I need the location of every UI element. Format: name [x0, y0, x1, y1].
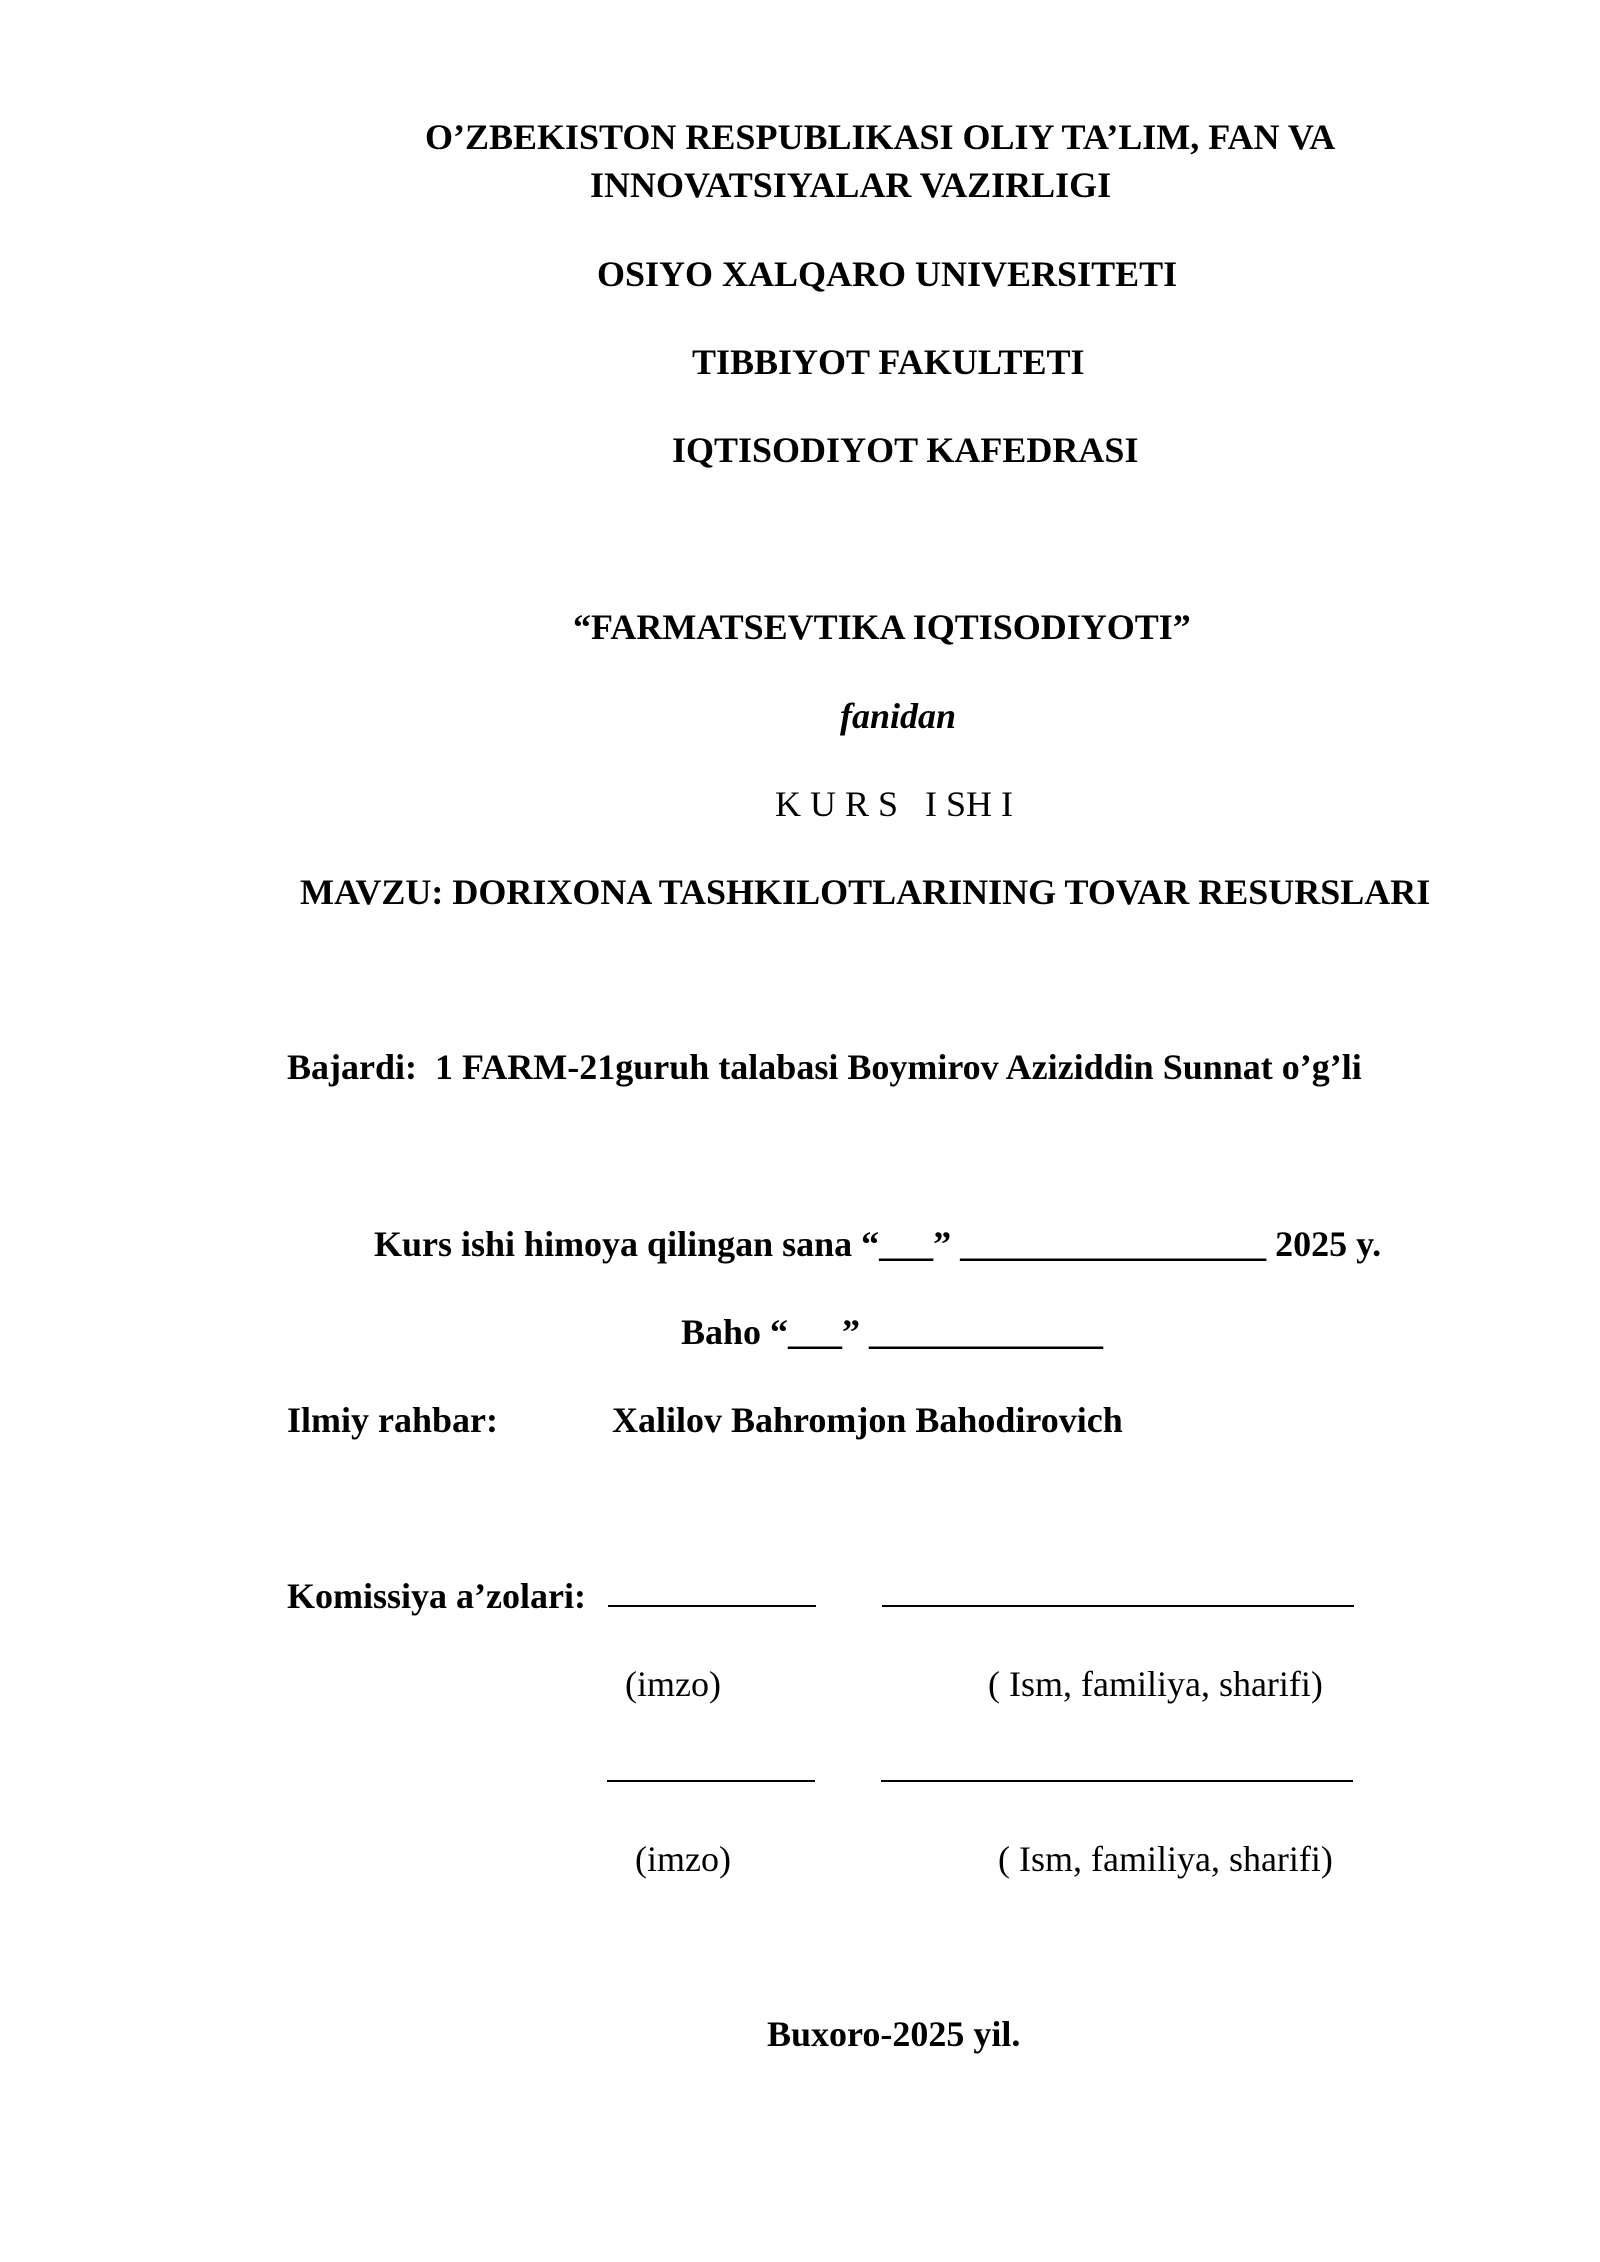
supervisor-name: Xalilov Bahromjon Bahodirovich [612, 1400, 1123, 1440]
signature-line-2 [607, 1780, 815, 1782]
topic: MAVZU: DORIXONA TASHKILOTLARINING TOVAR RESURSLARI [300, 872, 1431, 912]
name-line-2 [881, 1780, 1353, 1782]
name-caption-1: ( Ism, familiya, sharifi) [988, 1664, 1323, 1704]
grade-line: Baho “___” _____________ [681, 1312, 1104, 1352]
commission-label: Komissiya a’zolari: [287, 1576, 586, 1616]
performer: Bajardi: 1 FARM-21guruh talabasi Boymirov Aziziddin Sunnat o’g’li [287, 1047, 1362, 1087]
ministry-line-1: O’ZBEKISTON RESPUBLIKASI OLIY TA’LIM, FAN VA [425, 117, 1336, 157]
defense-date-line: Kurs ishi himoya qilingan sana “___” _________________ 2025 y. [374, 1224, 1382, 1264]
subject-suffix: fanidan [840, 696, 957, 736]
work-type: K U R S I SH I [775, 784, 1014, 824]
ministry-line-2: INNOVATSIYALAR VAZIRLIGI [590, 165, 1112, 205]
name-caption-2: ( Ism, familiya, sharifi) [998, 1839, 1333, 1879]
signature-caption-2: (imzo) [635, 1839, 731, 1879]
place-and-year: Buxoro-2025 yil. [767, 2014, 1021, 2054]
department-name: IQTISODIYOT KAFEDRASI [672, 430, 1139, 470]
signature-line-1 [608, 1605, 816, 1607]
name-line-1 [882, 1605, 1354, 1607]
signature-caption-1: (imzo) [625, 1664, 721, 1704]
supervisor-label: Ilmiy rahbar: [287, 1400, 498, 1440]
subject-title: “FARMATSEVTIKA IQTISODIYOTI” [573, 607, 1191, 647]
university-name: OSIYO XALQARO UNIVERSITETI [597, 254, 1178, 294]
faculty-name: TIBBIYOT FAKULTETI [692, 342, 1085, 382]
